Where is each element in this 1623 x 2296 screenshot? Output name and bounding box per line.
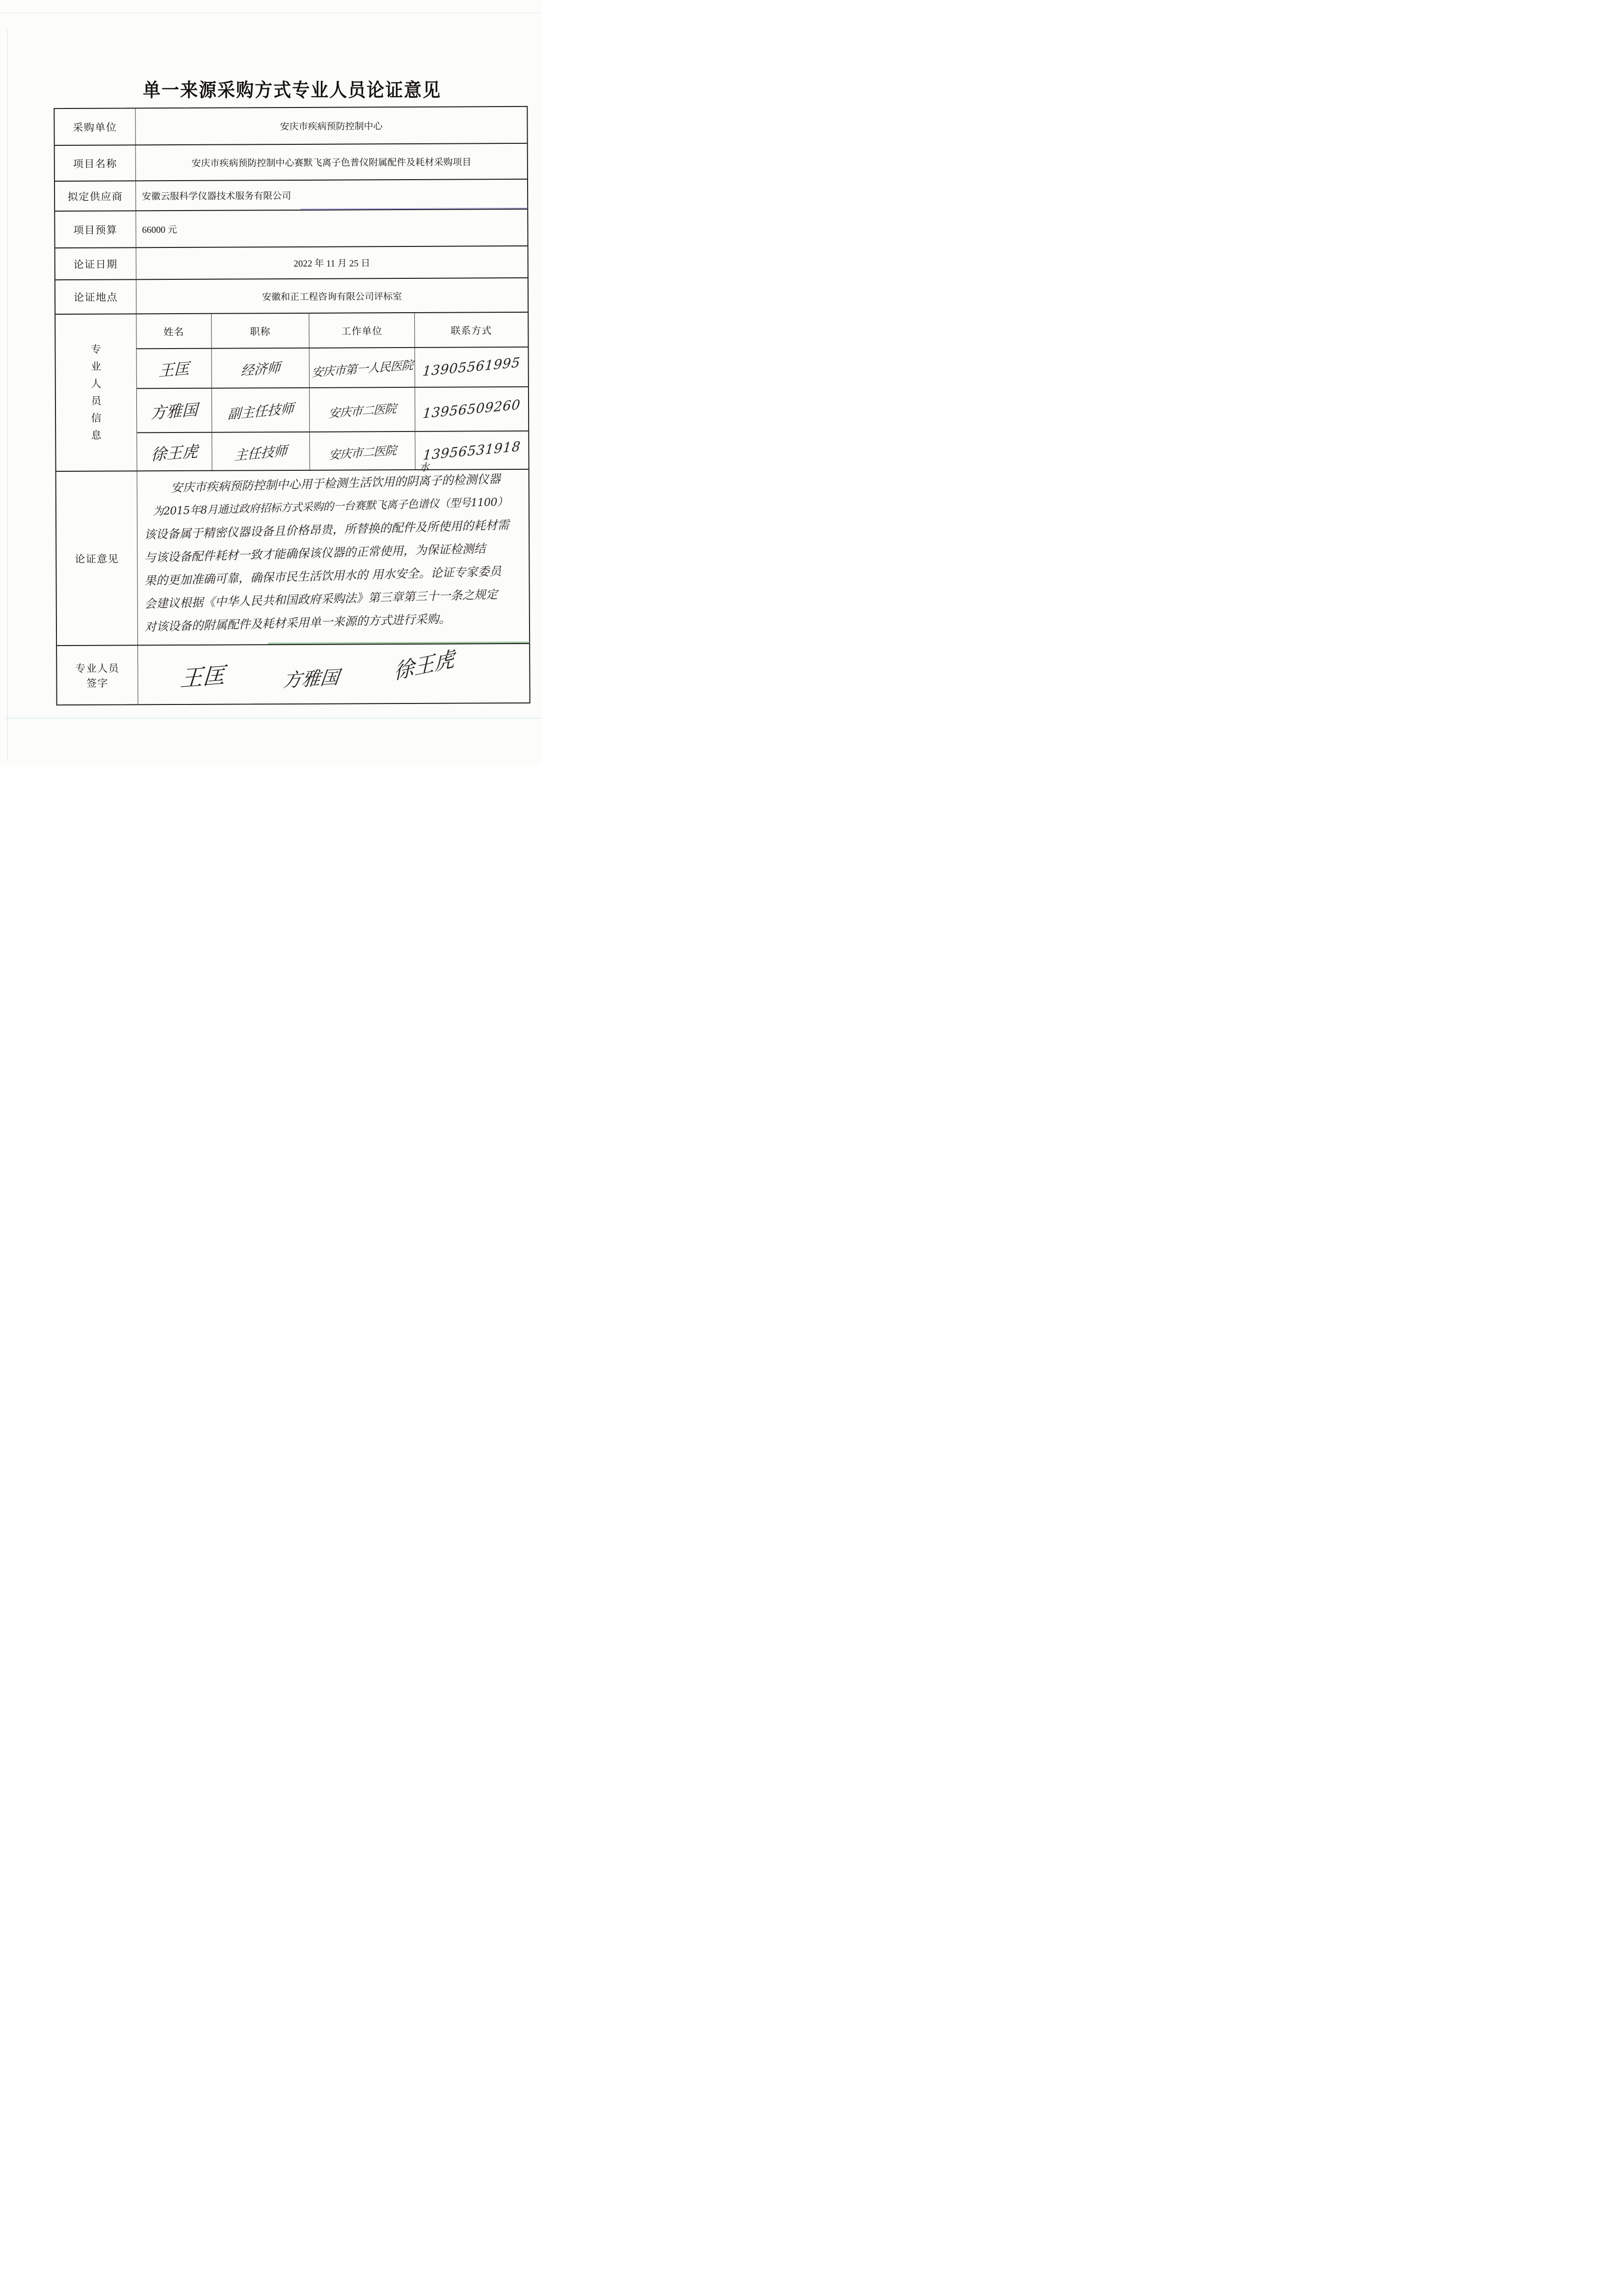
experts-row-label [55,314,137,471]
expert-2-name: 方雅国 [150,400,198,423]
expert-3-phone: 13956531918 [422,438,522,463]
experts-col-header-title: 职称 [211,314,309,348]
opinion-line: 与该设备配件耗材一致才能确保该仪器的正常使用，为保证检测结 [144,541,486,565]
scan-edge-artifact-left [7,29,8,760]
expert-organization-handwritten [309,347,414,387]
field-value-purchasing-unit: 安庆市疾病预防控制中心 [280,121,383,133]
expert-3-name: 徐王虎 [150,442,198,464]
scanned-document-page [0,0,541,765]
expert-1-title: 经济师 [240,360,281,379]
signatures-area [138,644,530,704]
field-value-project-name: 安庆市疾病预防控制中心赛默飞离子色普仪附属配件及耗材采购项目 [191,157,472,169]
experts-col-header-contact: 联系方式 [414,313,528,347]
expert-3-organization: 安庆市二医院 [328,443,397,462]
opinion-line: 果的更加准确可靠，确保市民生活饮用水的 用水安全。论证专家委员 [144,564,502,588]
row-experts-info [55,312,528,474]
expert-1-name: 王匡 [158,359,190,380]
expert-title-handwritten [212,387,309,432]
expert-name-handwritten [137,432,212,472]
row-project-budget [55,209,527,247]
signature-row-label [57,646,138,704]
field-label-project-name: 项目名称 [55,145,136,181]
field-label-demonstration-date: 论证日期 [55,248,136,279]
expert-title-handwritten [212,432,309,471]
expert-phone-handwritten [414,347,528,387]
opinion-line: 为2015年8月通过政府招标方式采购的一台赛默飞离子色谱仪（型号1100） [153,496,508,518]
field-label-demonstration-place: 论证地点 [55,280,136,314]
expert-name-handwritten [136,348,211,388]
expert-phone-handwritten [415,431,528,470]
expert-1-phone: 13905561995 [422,355,521,379]
signature-handwritten: 徐王虎 [394,646,455,684]
expert-organization-handwritten [309,431,415,471]
expert-name-handwritten [137,388,212,432]
field-label-proposed-supplier: 拟定供应商 [55,181,136,211]
opinion-line: 会建议根据《中华人民共和国政府采购法》第三章第三十一条之规定 [144,587,498,611]
expert-2-organization: 安庆市二医院 [328,401,397,421]
field-value-proposed-supplier: 安徽云服科学仪器技术服务有限公司 [142,191,292,202]
scan-line-artifact-bottom [5,718,541,719]
expert-2-phone: 13956509260 [422,397,521,422]
row-demonstration-place [55,277,528,314]
experts-row-label-text: 专业人员信息 [90,343,102,441]
opinion-line: 该设备属于精密仪器设备且价格昂贵，所替换的配件及所使用的耗材需 [144,518,509,542]
row-expert-signatures [57,643,530,704]
expert-title-handwritten [211,348,309,388]
opinion-line: 对该设备的附属配件及耗材采用单一来源的方式进行采购。 [144,612,451,634]
signature-handwritten: 方雅国 [282,666,341,692]
field-label-purchasing-unit: 采购单位 [54,108,135,145]
expert-1-organization: 安庆市第一人民医院 [311,358,413,380]
opinion-handwritten-text [137,461,530,645]
row-proposed-supplier [55,179,527,211]
row-demonstration-date [55,245,528,279]
signature-row-label-line2: 签字 [86,677,109,689]
field-label-project-budget: 项目预算 [55,211,136,247]
field-value-demonstration-date: 2022 年 11 月 25 日 [293,258,371,269]
expert-3-title: 主任技师 [234,443,288,463]
field-value-project-budget: 66000 元 [142,225,177,236]
experts-col-header-organization: 工作单位 [309,313,414,348]
page-title: 单一来源采购方式专业人员论证意见 [142,80,441,102]
row-purchasing-unit [54,107,527,145]
expert-2-title: 副主任技师 [227,401,294,423]
expert-organization-handwritten [309,387,415,432]
experts-col-header-name: 姓名 [163,326,185,338]
field-value-demonstration-place: 安徽和正工程咨询有限公司评标室 [262,291,402,302]
form-table [53,106,530,705]
opinion-row-label: 论证意见 [56,471,138,645]
opinion-inserted-char: 水 [419,461,430,474]
signature-row-label-line1: 专业人员 [75,662,120,675]
opinion-line-text: 安庆市疾病预防控制中心用于检测生活饮用的阴离子的检测仪器 [170,472,501,495]
signature-handwritten: 王匡 [179,662,226,692]
row-demonstration-opinion [56,461,530,645]
row-project-name [55,143,527,181]
experts-table [136,313,528,470]
expert-phone-handwritten [415,386,528,431]
